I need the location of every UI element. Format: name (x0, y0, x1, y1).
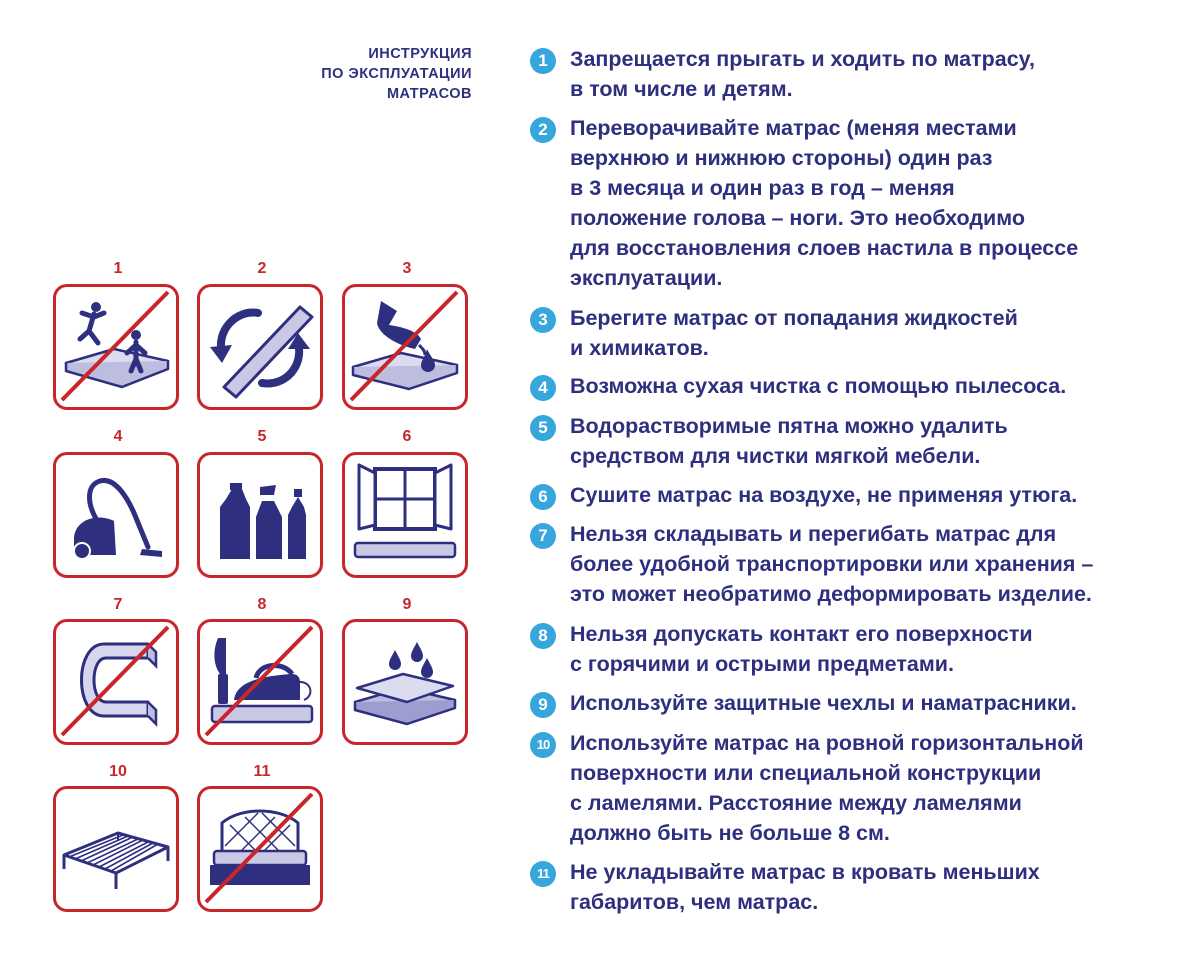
icon-number: 10 (109, 763, 127, 780)
rule-line: Берегите матрас от попадания жидкостей (570, 306, 1018, 330)
rule-line: эксплуатации. (570, 266, 723, 290)
rule-number-badge: 10 (530, 732, 556, 758)
rule-line: в 3 месяца и один раз в год – меняя (570, 176, 955, 200)
icon-number: 5 (257, 428, 267, 445)
rule-number-badge: 3 (530, 307, 556, 333)
protective-cover-icon (342, 619, 468, 745)
rule-number-badge: 7 (530, 523, 556, 549)
rule-line: более удобной транспортировки или хранения – (570, 552, 1094, 576)
rule-text (570, 44, 1180, 104)
rule-text (570, 728, 1180, 848)
rule-line: средством для чистки мягкой мебели. (570, 444, 981, 468)
icon-number: 2 (257, 260, 267, 277)
icon-number: 7 (113, 596, 123, 613)
icon-number: 11 (253, 763, 271, 780)
flip-mattress-icon (197, 284, 323, 410)
rule-line: Нельзя допускать контакт его поверхности (570, 622, 1033, 646)
rule-line: и химикатов. (570, 336, 709, 360)
rule-text (570, 688, 1180, 718)
no-folding-icon (53, 619, 179, 745)
rule-line: с ламелями. Расстояние между ламелями (570, 791, 1022, 815)
rule-line: положение голова – ноги. Это необходимо (570, 206, 1026, 230)
air-dry-window-icon (342, 452, 468, 578)
rule-text (570, 411, 1180, 471)
icon-number: 9 (402, 596, 412, 613)
rule-number-badge: 11 (530, 861, 556, 887)
rule-text (570, 113, 1180, 293)
instruction-title (250, 44, 472, 104)
icon-number: 3 (402, 260, 412, 277)
icon-number: 4 (113, 428, 123, 445)
rule-text (570, 303, 1180, 363)
rule-line: Не укладывайте матрас в кровать меньших (570, 860, 1040, 884)
rule-text (570, 371, 1180, 401)
no-small-bed-icon (197, 786, 323, 912)
cleaning-products-icon (197, 452, 323, 578)
no-hot-sharp-icon (197, 619, 323, 745)
rule-number-badge: 6 (530, 484, 556, 510)
vacuum-cleaner-icon (53, 452, 179, 578)
rule-line: Водорастворимые пятна можно удалить (570, 414, 1008, 438)
rule-number-badge: 4 (530, 375, 556, 401)
rule-line: для восстановления слоев настила в процессе (570, 236, 1079, 260)
rule-number-badge: 5 (530, 415, 556, 441)
rule-number-badge: 8 (530, 623, 556, 649)
rule-text (570, 619, 1180, 679)
title-line: ПО ЭКСПЛУАТАЦИИ (321, 66, 472, 82)
rule-line: это может необратимо деформировать изделие. (570, 582, 1092, 606)
icon-number: 6 (402, 428, 412, 445)
rule-text (570, 480, 1180, 510)
rule-number-badge: 1 (530, 48, 556, 74)
rule-text (570, 857, 1180, 917)
rule-text (570, 519, 1180, 609)
rule-line: Используйте матрас на ровной горизонтальной (570, 731, 1084, 755)
rule-line: Сушите матрас на воздухе, не применяя утюга. (570, 483, 1078, 507)
rule-line: Запрещается прыгать и ходить по матрасу, (570, 47, 1035, 71)
slatted-base-icon (53, 786, 179, 912)
title-line: МАТРАСОВ (386, 86, 472, 102)
rule-line: в том числе и детям. (570, 77, 793, 101)
rule-line: Используйте защитные чехлы и наматрасники. (570, 691, 1077, 715)
no-liquids-icon (342, 284, 468, 410)
rule-number-badge: 2 (530, 117, 556, 143)
rule-line: Переворачивайте матрас (меняя местами (570, 116, 1017, 140)
rule-line: поверхности или специальной конструкции (570, 761, 1042, 785)
rule-line: Нельзя складывать и перегибать матрас для (570, 522, 1057, 546)
icon-number: 8 (257, 596, 267, 613)
icon-number: 1 (113, 260, 123, 277)
rule-line: должно быть не больше 8 см. (570, 821, 890, 845)
rule-line: габаритов, чем матрас. (570, 890, 819, 914)
rule-number-badge: 9 (530, 692, 556, 718)
rule-line: Возможна сухая чистка с помощью пылесоса. (570, 374, 1067, 398)
rule-line: с горячими и острыми предметами. (570, 652, 954, 676)
no-jumping-icon (53, 284, 179, 410)
title-line: ИНСТРУКЦИЯ (368, 46, 472, 62)
rule-line: верхнюю и нижнюю стороны) один раз (570, 146, 993, 170)
